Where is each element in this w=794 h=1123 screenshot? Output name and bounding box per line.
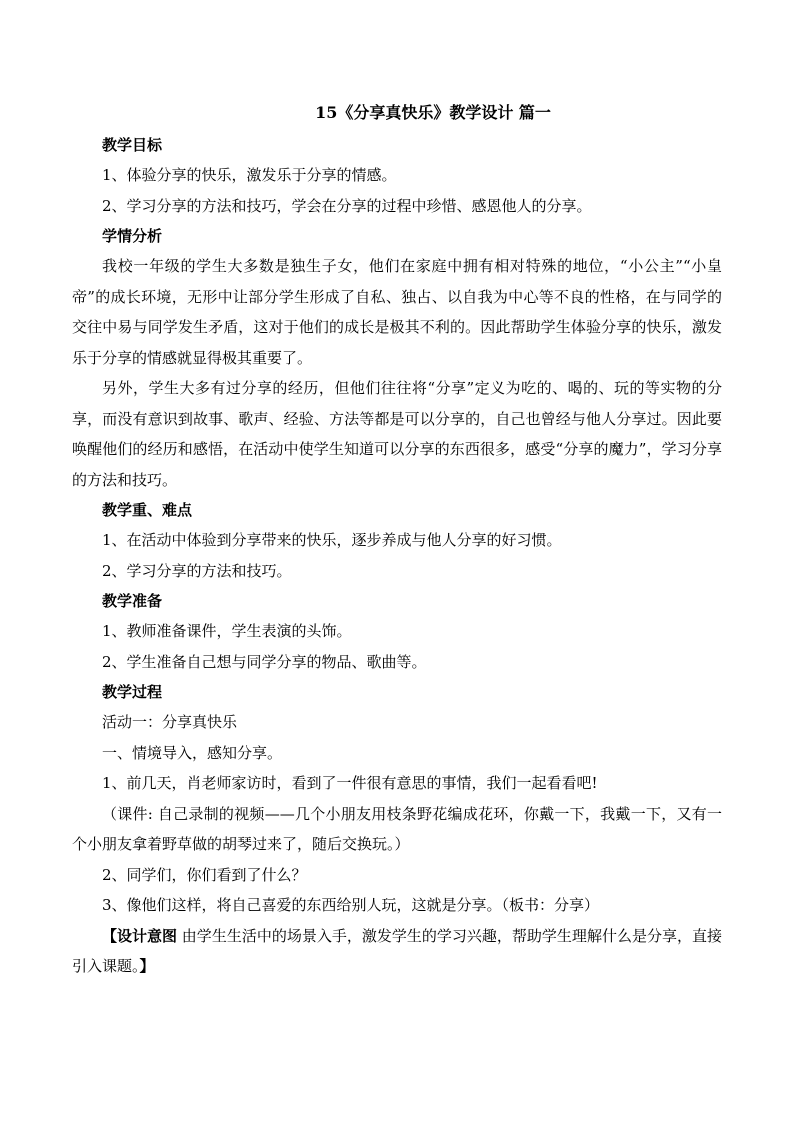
design-intent-open: 【设计意图 <box>102 926 178 945</box>
goal-item-2: 2、学习分享的方法和技巧，学会在分享的过程中珍惜、感恩他人的分享。 <box>102 196 592 215</box>
analysis-paragraph-2: 另外，学生大多有过分享的经历，但他们往往将“分享”定义为吃的、喝的、玩的等实物的分享，而没有意识到故事、歌声、经验、方法等都是可以分享的，自己也曾经与他人分享过。因此要唤醒他们的经历和感悟，在活动中使学生知道可以分享的东西很多，感受“分享的魔力”，学习分享的方法和技巧。 <box>72 379 722 489</box>
heading-goals: 教学目标 <box>102 136 163 154</box>
design-intent-close: 】 <box>139 957 155 975</box>
design-intent <box>72 921 722 982</box>
process-step-3: 3、像他们这样，将自己喜爱的东西给别人玩，这就是分享。（板书：分享） <box>102 896 600 914</box>
document-body <box>72 98 722 982</box>
section-title: 一、情境导入，感知分享。 <box>102 743 283 762</box>
goal-item-1: 1、体验分享的快乐，激发乐于分享的情感。 <box>102 166 397 184</box>
heading-analysis: 学情分析 <box>102 227 163 245</box>
page-title: 15《分享真快乐》教学设计 篇一 <box>315 103 551 122</box>
prep-item-1: 1、教师准备课件，学生表演的头饰。 <box>102 622 352 640</box>
process-step-2: 2、同学们，你们看到了什么？ <box>102 865 307 884</box>
analysis-paragraph-1: 我校一年级的学生大多数是独生子女，他们在家庭中拥有相对特殊的地位，“小公主”“小皇帝”的成长环境，无形中让部分学生形成了自私、独占、以自我为中心等不良的性格，在与同学的交往中易与同学发生矛盾，这对于他们的成长是极其不利的。因此帮助学生体验分享的快乐，激发乐于分享的情感就显得极其重要了。 <box>72 257 722 367</box>
process-step-1: 1、前几天，肖老师家访时，看到了一件很有意思的事情，我们一起看看吧! <box>102 774 598 792</box>
heading-keypoints: 教学重、难点 <box>102 501 193 519</box>
heading-prep: 教学准备 <box>102 592 163 610</box>
heading-process: 教学过程 <box>102 683 163 701</box>
prep-item-2: 2、学生准备自己想与同学分享的物品、歌曲等。 <box>102 652 427 671</box>
keypoint-item-2: 2、学习分享的方法和技巧。 <box>102 561 292 580</box>
design-intent-text: 由学生生活中的场景入手，激发学生的学习兴趣，帮助学生理解什么是分享，直接引入课题。 <box>72 926 722 975</box>
activity-title: 活动一：分享真快乐 <box>102 713 238 731</box>
courseware-note: （课件: 自己录制的视频——几个小朋友用枝条野花编成花环，你戴一下，我戴一下，又有一个小朋友拿着野草做的胡琴过来了，随后交换玩。） <box>72 804 722 853</box>
keypoint-item-1: 1、在活动中体验到分享带来的快乐，逐步养成与他人分享的好习惯。 <box>102 531 562 549</box>
